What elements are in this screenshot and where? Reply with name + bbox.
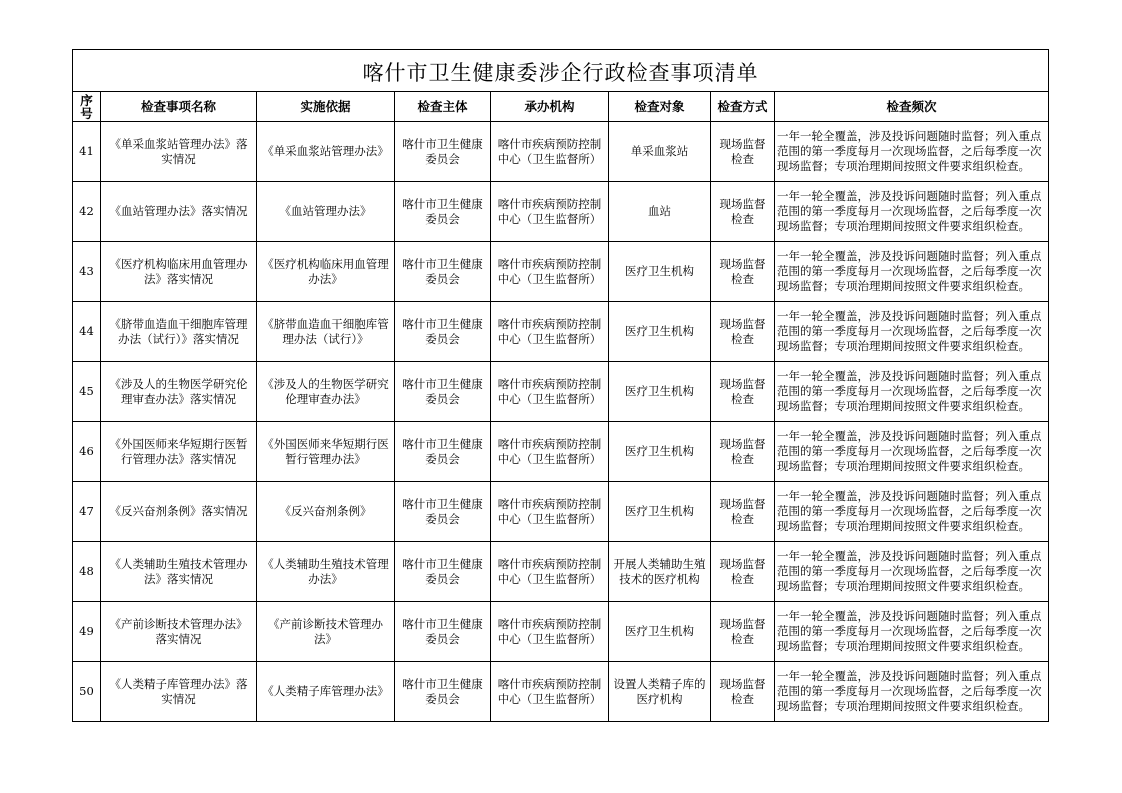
table-row bbox=[73, 122, 1049, 182]
cell-subject: 喀什市卫生健康委员会 bbox=[395, 542, 491, 602]
cell-subject: 喀什市卫生健康委员会 bbox=[395, 662, 491, 722]
cell-agency: 喀什市疾病预防控制中心（卫生监督所） bbox=[491, 542, 609, 602]
cell-agency: 喀什市疾病预防控制中心（卫生监督所） bbox=[491, 242, 609, 302]
table-row bbox=[73, 542, 1049, 602]
cell-item: 《涉及人的生物医学研究伦理审查办法》落实情况 bbox=[101, 362, 257, 422]
cell-agency: 喀什市疾病预防控制中心（卫生监督所） bbox=[491, 662, 609, 722]
cell-seq: 41 bbox=[73, 122, 101, 182]
cell-frequency: 一年一轮全覆盖，涉及投诉问题随时监督；列入重点范围的第一季度每月一次现场监督，之后每季度一次现场监督；专项治理期间按照文件要求组织检查。 bbox=[775, 362, 1049, 422]
cell-target: 医疗卫生机构 bbox=[609, 422, 711, 482]
table-row bbox=[73, 302, 1049, 362]
header-seq: 序号 bbox=[73, 92, 101, 122]
cell-method: 现场监督检查 bbox=[711, 542, 775, 602]
cell-target: 设置人类精子库的医疗机构 bbox=[609, 662, 711, 722]
cell-target: 血站 bbox=[609, 182, 711, 242]
cell-basis: 《脐带血造血干细胞库管理办法（试行）》 bbox=[257, 302, 395, 362]
table-row bbox=[73, 362, 1049, 422]
header-subject: 检查主体 bbox=[395, 92, 491, 122]
cell-item: 《人类精子库管理办法》落实情况 bbox=[101, 662, 257, 722]
cell-basis: 《血站管理办法》 bbox=[257, 182, 395, 242]
cell-method: 现场监督检查 bbox=[711, 482, 775, 542]
cell-basis: 《单采血浆站管理办法》 bbox=[257, 122, 395, 182]
cell-target: 开展人类辅助生殖技术的医疗机构 bbox=[609, 542, 711, 602]
cell-frequency: 一年一轮全覆盖，涉及投诉问题随时监督；列入重点范围的第一季度每月一次现场监督，之后每季度一次现场监督；专项治理期间按照文件要求组织检查。 bbox=[775, 482, 1049, 542]
cell-agency: 喀什市疾病预防控制中心（卫生监督所） bbox=[491, 482, 609, 542]
cell-frequency: 一年一轮全覆盖，涉及投诉问题随时监督；列入重点范围的第一季度每月一次现场监督，之后每季度一次现场监督；专项治理期间按照文件要求组织检查。 bbox=[775, 242, 1049, 302]
cell-subject: 喀什市卫生健康委员会 bbox=[395, 422, 491, 482]
cell-method: 现场监督检查 bbox=[711, 602, 775, 662]
cell-basis: 《外国医师来华短期行医暂行管理办法》 bbox=[257, 422, 395, 482]
cell-method: 现场监督检查 bbox=[711, 302, 775, 362]
cell-method: 现场监督检查 bbox=[711, 122, 775, 182]
cell-target: 单采血浆站 bbox=[609, 122, 711, 182]
cell-agency: 喀什市疾病预防控制中心（卫生监督所） bbox=[491, 602, 609, 662]
cell-item: 《反兴奋剂条例》落实情况 bbox=[101, 482, 257, 542]
cell-item: 《脐带血造血干细胞库管理办法（试行）》落实情况 bbox=[101, 302, 257, 362]
cell-basis: 《反兴奋剂条例》 bbox=[257, 482, 395, 542]
cell-method: 现场监督检查 bbox=[711, 662, 775, 722]
cell-subject: 喀什市卫生健康委员会 bbox=[395, 182, 491, 242]
table-body bbox=[73, 122, 1049, 722]
cell-seq: 42 bbox=[73, 182, 101, 242]
cell-agency: 喀什市疾病预防控制中心（卫生监督所） bbox=[491, 302, 609, 362]
cell-subject: 喀什市卫生健康委员会 bbox=[395, 302, 491, 362]
cell-frequency: 一年一轮全覆盖，涉及投诉问题随时监督；列入重点范围的第一季度每月一次现场监督，之后每季度一次现场监督；专项治理期间按照文件要求组织检查。 bbox=[775, 302, 1049, 362]
cell-method: 现场监督检查 bbox=[711, 242, 775, 302]
cell-agency: 喀什市疾病预防控制中心（卫生监督所） bbox=[491, 122, 609, 182]
cell-method: 现场监督检查 bbox=[711, 422, 775, 482]
cell-method: 现场监督检查 bbox=[711, 362, 775, 422]
cell-agency: 喀什市疾病预防控制中心（卫生监督所） bbox=[491, 362, 609, 422]
table-row bbox=[73, 662, 1049, 722]
cell-subject: 喀什市卫生健康委员会 bbox=[395, 362, 491, 422]
cell-frequency: 一年一轮全覆盖，涉及投诉问题随时监督；列入重点范围的第一季度每月一次现场监督，之后每季度一次现场监督；专项治理期间按照文件要求组织检查。 bbox=[775, 542, 1049, 602]
cell-item: 《人类辅助生殖技术管理办法》落实情况 bbox=[101, 542, 257, 602]
cell-method: 现场监督检查 bbox=[711, 182, 775, 242]
cell-seq: 46 bbox=[73, 422, 101, 482]
cell-seq: 48 bbox=[73, 542, 101, 602]
header-item: 检查事项名称 bbox=[101, 92, 257, 122]
cell-agency: 喀什市疾病预防控制中心（卫生监督所） bbox=[491, 182, 609, 242]
cell-frequency: 一年一轮全覆盖，涉及投诉问题随时监督；列入重点范围的第一季度每月一次现场监督，之后每季度一次现场监督；专项治理期间按照文件要求组织检查。 bbox=[775, 662, 1049, 722]
cell-seq: 43 bbox=[73, 242, 101, 302]
cell-subject: 喀什市卫生健康委员会 bbox=[395, 242, 491, 302]
cell-basis: 《医疗机构临床用血管理办法》 bbox=[257, 242, 395, 302]
cell-agency: 喀什市疾病预防控制中心（卫生监督所） bbox=[491, 422, 609, 482]
cell-frequency: 一年一轮全覆盖，涉及投诉问题随时监督；列入重点范围的第一季度每月一次现场监督，之后每季度一次现场监督；专项治理期间按照文件要求组织检查。 bbox=[775, 182, 1049, 242]
cell-frequency: 一年一轮全覆盖，涉及投诉问题随时监督；列入重点范围的第一季度每月一次现场监督，之后每季度一次现场监督；专项治理期间按照文件要求组织检查。 bbox=[775, 122, 1049, 182]
header-frequency: 检查频次 bbox=[775, 92, 1049, 122]
header-method: 检查方式 bbox=[711, 92, 775, 122]
cell-item: 《血站管理办法》落实情况 bbox=[101, 182, 257, 242]
cell-frequency: 一年一轮全覆盖，涉及投诉问题随时监督；列入重点范围的第一季度每月一次现场监督，之后每季度一次现场监督；专项治理期间按照文件要求组织检查。 bbox=[775, 602, 1049, 662]
table-row bbox=[73, 182, 1049, 242]
cell-seq: 45 bbox=[73, 362, 101, 422]
cell-subject: 喀什市卫生健康委员会 bbox=[395, 602, 491, 662]
table-row bbox=[73, 482, 1049, 542]
cell-item: 《外国医师来华短期行医暂行管理办法》落实情况 bbox=[101, 422, 257, 482]
cell-target: 医疗卫生机构 bbox=[609, 482, 711, 542]
cell-seq: 44 bbox=[73, 302, 101, 362]
table-row bbox=[73, 422, 1049, 482]
inspection-items-table bbox=[72, 49, 1049, 722]
cell-seq: 49 bbox=[73, 602, 101, 662]
cell-item: 《单采血浆站管理办法》落实情况 bbox=[101, 122, 257, 182]
table-row bbox=[73, 602, 1049, 662]
cell-basis: 《涉及人的生物医学研究伦理审查办法》 bbox=[257, 362, 395, 422]
cell-seq: 47 bbox=[73, 482, 101, 542]
header-basis: 实施依据 bbox=[257, 92, 395, 122]
cell-item: 《医疗机构临床用血管理办法》落实情况 bbox=[101, 242, 257, 302]
cell-target: 医疗卫生机构 bbox=[609, 602, 711, 662]
cell-target: 医疗卫生机构 bbox=[609, 362, 711, 422]
cell-basis: 《产前诊断技术管理办法》 bbox=[257, 602, 395, 662]
cell-basis: 《人类精子库管理办法》 bbox=[257, 662, 395, 722]
cell-target: 医疗卫生机构 bbox=[609, 242, 711, 302]
cell-seq: 50 bbox=[73, 662, 101, 722]
cell-item: 《产前诊断技术管理办法》落实情况 bbox=[101, 602, 257, 662]
cell-basis: 《人类辅助生殖技术管理办法》 bbox=[257, 542, 395, 602]
header-target: 检查对象 bbox=[609, 92, 711, 122]
table-title: 喀什市卫生健康委涉企行政检查事项清单 bbox=[73, 50, 1049, 92]
cell-subject: 喀什市卫生健康委员会 bbox=[395, 122, 491, 182]
cell-frequency: 一年一轮全覆盖，涉及投诉问题随时监督；列入重点范围的第一季度每月一次现场监督，之后每季度一次现场监督；专项治理期间按照文件要求组织检查。 bbox=[775, 422, 1049, 482]
header-agency: 承办机构 bbox=[491, 92, 609, 122]
header-row bbox=[73, 92, 1049, 122]
cell-subject: 喀什市卫生健康委员会 bbox=[395, 482, 491, 542]
table-row bbox=[73, 242, 1049, 302]
cell-target: 医疗卫生机构 bbox=[609, 302, 711, 362]
